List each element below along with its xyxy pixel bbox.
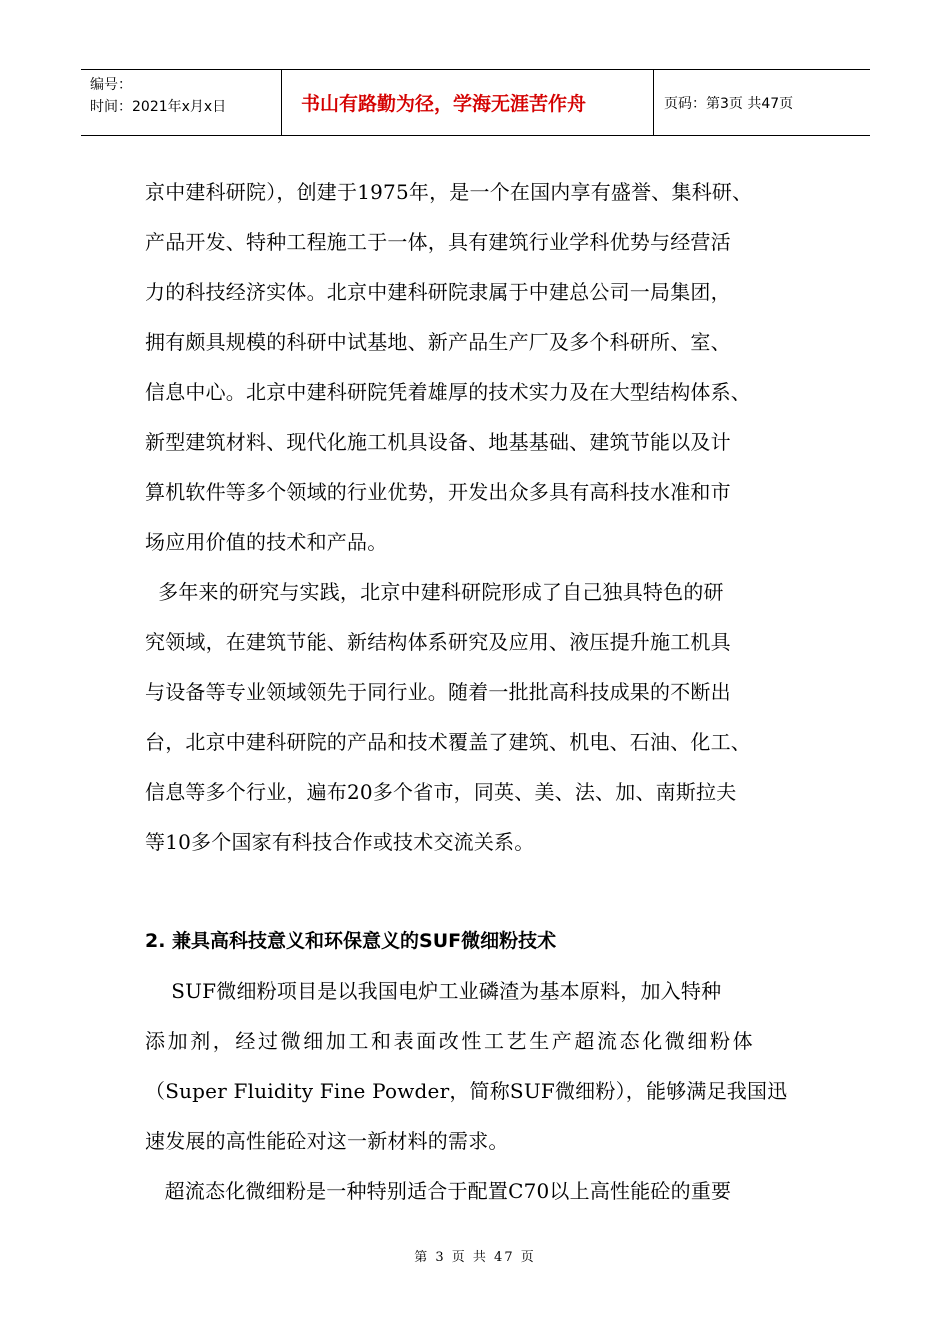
text-line: （Super Fluidity Fine Powder，简称SUF微细粉），能够满足我国迅: [145, 1079, 788, 1103]
document-number-label: 编号：: [90, 77, 132, 93]
text-line: 与设备等专业领域领先于同行业。随着一批批高科技成果的不断出: [145, 680, 731, 704]
paragraph-suf-application: [145, 1166, 835, 1216]
text-line: 信息等多个行业，遍布20多个省市，同英、美、法、加、南斯拉夫: [145, 780, 737, 804]
text-line: 多年来的研究与实践，北京中建科研院形成了自己独具特色的研: [145, 580, 724, 604]
page-header: [81, 69, 870, 136]
text-line: 京中建科研院），创建于1975年，是一个在国内享有盛誉、集科研、: [145, 180, 753, 204]
text-line: 力的科技经济实体。北京中建科研院隶属于中建总公司一局集团，: [145, 280, 731, 304]
footer-page-number: 第 3 页 共 47 页: [414, 1250, 536, 1265]
text-line: 新型建筑材料、现代化施工机具设备、地基基础、建筑节能以及计: [145, 430, 731, 454]
text-line: SUF微细粉项目是以我国电炉工业磷渣为基本原料，加入特种: [145, 979, 722, 1003]
section-gap: [145, 867, 835, 916]
header-page-info: 页码：第3页 共47页: [664, 95, 794, 112]
header-motto-cell: [282, 70, 654, 135]
page-footer: [0, 1246, 950, 1265]
text-line: 添加剂，经过微细加工和表面改性工艺生产超流态化微细粉体: [145, 1029, 756, 1053]
text-line: 超流态化微细粉是一种特别适合于配置C70以上高性能砼的重要: [145, 1179, 732, 1203]
paragraph-research-fields: [145, 567, 835, 867]
text-line: 场应用价值的技术和产品。: [145, 530, 388, 554]
text-line: 究领域，在建筑节能、新结构体系研究及应用、液压提升施工机具: [145, 630, 731, 654]
document-body: [145, 167, 835, 1216]
document-date-label: 时间：2021年x月x日: [90, 99, 227, 115]
text-line: 拥有颇具规模的科研中试基地、新产品生产厂及多个科研所、室、: [145, 330, 731, 354]
text-line: 信息中心。北京中建科研院凭着雄厚的技术实力及在大型结构体系、: [145, 380, 751, 404]
text-line: 速发展的高性能砼对这一新材料的需求。: [145, 1129, 509, 1153]
text-line: 等10多个国家有科技合作或技术交流关系。: [145, 830, 535, 854]
text-line: 算机软件等多个领域的行业优势，开发出众多具有高科技水准和市: [145, 480, 731, 504]
header-page-cell: [654, 70, 870, 135]
header-meta-cell: [81, 70, 282, 135]
section-heading: 2. 兼具高科技意义和环保意义的SUF微细粉技术: [145, 930, 557, 952]
header-motto: 书山有路勤为径，学海无涯苦作舟: [301, 93, 587, 115]
text-line: 台，北京中建科研院的产品和技术覆盖了建筑、机电、石油、化工、: [145, 730, 751, 754]
paragraph-institute-intro: [145, 167, 835, 567]
paragraph-suf-intro: [145, 966, 835, 1166]
text-line: 产品开发、特种工程施工于一体，具有建筑行业学科优势与经营活: [145, 230, 731, 254]
